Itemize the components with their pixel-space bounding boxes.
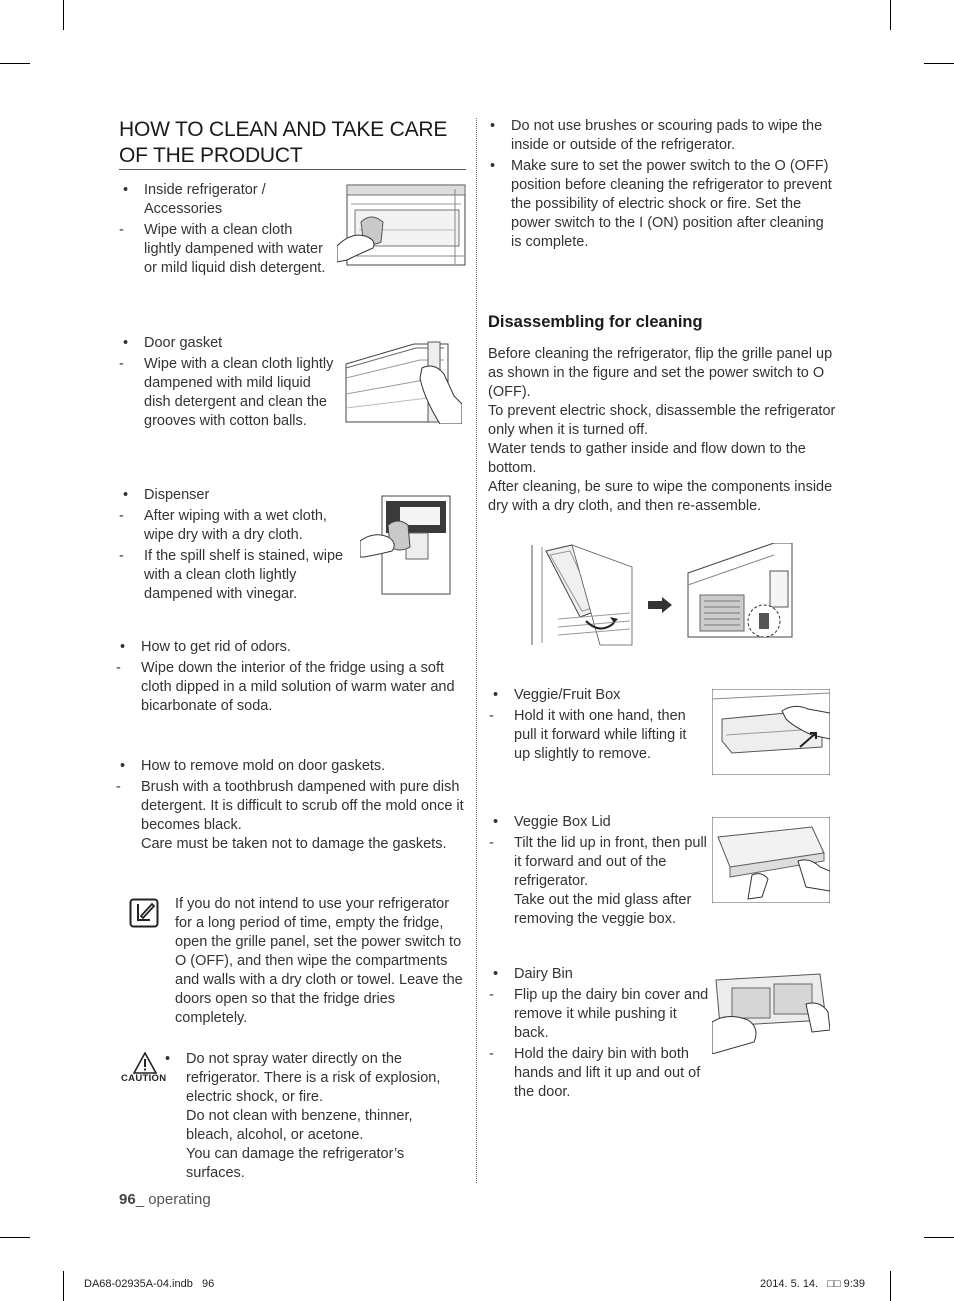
title-rule bbox=[119, 169, 466, 170]
crop-mark bbox=[890, 0, 891, 30]
grille-panel-illustration bbox=[530, 543, 798, 647]
page-number: 96_ operating bbox=[119, 1191, 211, 1208]
bullet-text: Inside refrigerator / Accessories bbox=[144, 182, 266, 217]
dash-text: If the spill shelf is stained, wipe with a clean cloth lightly dampened with vinegar. bbox=[144, 548, 344, 602]
dash-text: Hold the dairy bin with both hands and lift it up and out of the door. bbox=[514, 1046, 701, 1100]
crop-mark bbox=[63, 0, 64, 30]
dash-text: Hold it with one hand, then pull it forward while lifting it up slightly to remove. bbox=[514, 708, 687, 762]
bullet-text: Dairy Bin bbox=[514, 966, 573, 982]
list-item-mold: • How to remove mold on door gaskets. - Brush with a toothbrush dampened with pure dish detergent. It is difficult to scrub off the mold once it becomes black. Care must be taken not to damage the gaskets. bbox=[116, 758, 464, 852]
list-item-gasket: • Door gasket - Wipe with a clean cloth lightly dampened with mild liquid dish detergent and clean the grooves with cotton balls. bbox=[119, 335, 334, 429]
crop-mark bbox=[924, 1237, 954, 1238]
dash-text: Wipe down the interior of the fridge using a soft cloth dipped in a mild solution of warm water and bicarbonate of soda. bbox=[141, 660, 455, 714]
dash-text: Care must be taken not to damage the gaskets. bbox=[141, 836, 447, 852]
bullet-text: How to get rid of odors. bbox=[141, 639, 291, 655]
crop-mark bbox=[0, 1237, 30, 1238]
bullet-text: Do not use brushes or scouring pads to wipe the inside or outside of the refrigerator. bbox=[511, 118, 823, 153]
bullet-text: Veggie/Fruit Box bbox=[514, 687, 621, 703]
list-item-inside: • Inside refrigerator / Accessories - Wipe with a clean cloth lightly dampened with water or mild liquid dish detergent. bbox=[119, 182, 326, 276]
section-body: Before cleaning the refrigerator, flip the grille panel up as shown in the figure and set the power switch to O (OFF). To prevent electric shock, disassemble the refrigerator only when it is turned off. Water tends to gather inside and flow down to the bottom. After cleaning, be sure to wipe the components inside dry with a dry cloth, and then re-assemble. bbox=[488, 346, 836, 514]
list-item-dairy: • Dairy Bin - Flip up the dairy bin cover and remove it while pushing it back. - Hold the dairy bin with both hands and lift it up and out of the door. bbox=[489, 966, 709, 1100]
right-bullets: • Do not use brushes or scouring pads to wipe the inside or outside of the refrigerator. • Make sure to set the power switch to the O (OFF) position before cleaning the refrigerator to prevent the possibility of electric shock or fire. Set the power switch to the I (ON) position after cleaning is complete. bbox=[490, 118, 832, 250]
dash-text: Wipe with a clean cloth lightly dampened with water or mild liquid dish detergent. bbox=[144, 222, 326, 276]
caution-text: You can damage the refrigerator’s surfaces. bbox=[186, 1146, 405, 1181]
dash-text: Wipe with a clean cloth lightly dampened with mild liquid dish detergent and clean the grooves with cotton balls. bbox=[144, 356, 334, 429]
dispenser-illustration bbox=[360, 495, 452, 595]
dash-text: Brush with a toothbrush dampened with pure dish detergent. It is difficult to scrub off the mold once it becomes black. bbox=[141, 779, 464, 833]
dash-text: Tilt the lid up in front, then pull it forward and out of the refrigerator. bbox=[514, 835, 707, 889]
caution-text: Do not spray water directly on the refrigerator. There is a risk of explosion, electric shock, or fire. bbox=[186, 1051, 441, 1105]
caution-icon bbox=[133, 1052, 157, 1074]
dash-text: After wiping with a wet cloth, wipe dry with a dry cloth. bbox=[144, 508, 327, 543]
bullet-text: Dispenser bbox=[144, 487, 210, 503]
dash-text: Flip up the dairy bin cover and remove it while pushing it back. bbox=[514, 987, 709, 1041]
list-item-odors: • How to get rid of odors. - Wipe down the interior of the fridge using a soft cloth dipped in a mild solution of warm water and bicarbonate of soda. bbox=[116, 639, 455, 714]
file-slug: DA68-02935A-04.indb 96 bbox=[84, 1278, 215, 1290]
crop-mark bbox=[0, 63, 30, 64]
crop-mark bbox=[890, 1271, 891, 1301]
list-item-veggie: • Veggie/Fruit Box - Hold it with one hand, then pull it forward while lifting it up slightly to remove. bbox=[489, 687, 687, 762]
dash-text: Take out the mid glass after removing the veggie box. bbox=[514, 892, 692, 927]
caution-label: CAUTION bbox=[121, 1073, 167, 1084]
fridge-interior-illustration bbox=[337, 184, 467, 268]
list-item-dispenser: • Dispenser - After wiping with a wet cloth, wipe dry with a dry cloth. - If the spill shelf is stained, wipe with a clean cloth lightly dampened with vinegar. bbox=[119, 487, 344, 602]
crop-mark bbox=[63, 1271, 64, 1301]
bullet-text: How to remove mold on door gaskets. bbox=[141, 758, 386, 774]
caution-text: Do not clean with benzene, thinner, bleach, alcohol, or acetone. bbox=[186, 1108, 413, 1143]
note-text: If you do not intend to use your refrigerator for a long period of time, empty the fridge, open the grille panel, set the power switch to O (OFF), and then wipe the compartments and walls with a dry cloth or towel. Leave the doors open so that the fridge dries completely. bbox=[175, 896, 463, 1026]
page-title: HOW TO CLEAN AND TAKE CARE OF THE PRODUCT bbox=[119, 118, 448, 167]
veggie-lid-illustration bbox=[712, 817, 830, 903]
dairy-bin-illustration bbox=[712, 972, 830, 1054]
column-divider bbox=[476, 118, 477, 1183]
print-date: 2014. 5. 14. □□ 9:39 bbox=[760, 1278, 866, 1290]
crop-mark bbox=[924, 63, 954, 64]
section-title: Disassembling for cleaning bbox=[488, 313, 703, 331]
door-gasket-illustration bbox=[344, 338, 462, 424]
bullet-text: Door gasket bbox=[144, 335, 223, 351]
caution-list: • Do not spray water directly on the refrigerator. There is a risk of explosion, electric shock, or fire. Do not clean with benzene, thinner, bleach, alcohol, or acetone. You can damage the refrigerator’s surfaces. bbox=[165, 1051, 441, 1181]
veggie-box-illustration bbox=[712, 689, 830, 775]
bullet-text: Veggie Box Lid bbox=[514, 814, 611, 830]
note-icon bbox=[129, 898, 159, 928]
list-item-lid: • Veggie Box Lid - Tilt the lid up in front, then pull it forward and out of the refrigerator. Take out the mid glass after removing the veggie box. bbox=[489, 814, 707, 927]
bullet-text: Make sure to set the power switch to the O (OFF) position before cleaning the refrigerator to prevent the possibility of electric shock or fire. Set the power switch to the I (ON) position after cleaning is complete. bbox=[511, 158, 832, 250]
